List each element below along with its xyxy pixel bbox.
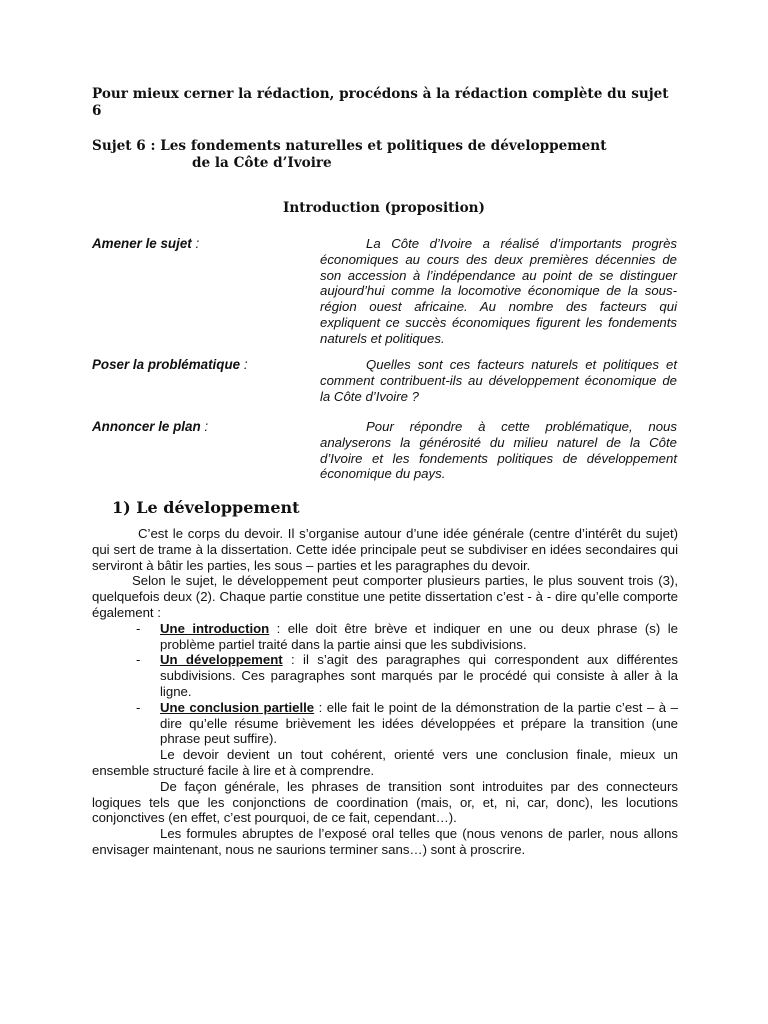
development-paragraph-4: De façon générale, les phrases de transition sont introduites par des connecteurs logiques tels que les conjonctions de coordination (mais, or, et, ni, car, donc), les locutions conjonctives (en effet, c’est pourquoi, de ce fait, cependant…). [92,778,678,826]
intro-statement: Pour mieux cerner la rédaction, procédons à la rédaction complète du sujet 6 [92,86,669,119]
list-item: - Une conclusion partielle : elle fait le point de la démonstration de la partie c’est – à – dire qu’elle résume brièvement les idées développées et prépare la transition (une phrase peut suffire). [136,699,678,747]
development-paragraph-1: C’est le corps du devoir. Il s’organise autour d’une idée générale (centre d’intérêt du sujet) qui sert de trame à la dissertation. Cette idée principale peut se subdiviser en idées secondaires qui serviront à bâtir les parties, les sous – parties et les paragraphes du devoir. [92,526,678,573]
list-item-term: Une introduction [160,620,270,636]
list-item-term: Une conclusion partielle [160,699,315,715]
list-item: - Un développement : il s’agit des paragraphes qui correspondent aux différentes subdivisions. Ces paragraphes sont marqués par le procédé qui consiste à aller à la ligne. [136,652,678,699]
development-parts-list [92,621,678,747]
intro-row-text-problematique: Quelles sont ces facteurs naturels et politiques et comment contribuent-ils au développement économique de la Côte d’Ivoire ? [320,357,677,404]
subject-title-line1: Sujet 6 : Les fondements naturelles et politiques de développement [92,138,607,154]
intro-row-text-amener: La Côte d’Ivoire a réalisé d’importants progrès économiques au cours des deux premières décennies de son accession à l’indépendance au point de se distinguer aujourd’hui comme la locomotive économique de la sous-région ouest africaine. Au nombre des facteurs qui expliquent ce succès économiques figurent les fondements naturels et politiques. [320,236,677,346]
development-paragraph-3: Le devoir devient un tout cohérent, orienté vers une conclusion finale, mieux un ensemble structuré facile à lire et à comprendre. [92,747,678,778]
subject-title-line2: de la Côte d’Ivoire [192,155,332,171]
subject-title [92,138,678,172]
development-body [92,526,678,858]
introduction-heading: Introduction (proposition) [283,200,485,216]
intro-row-text-plan: Pour répondre à cette problématique, nous analyserons la générosité du milieu naturel de la Côte d’Ivoire et les fondements politiques de développement économique du pays. [320,419,677,482]
intro-row-label-problematique: Poser la problématique : [92,357,248,372]
development-heading: 1) Le développement [112,498,300,517]
development-paragraph-5: Les formules abruptes de l’exposé oral telles que (nous venons de parler, nous allons envisager maintenant, nous ne saurions terminer sans…) sont à proscrire. [92,826,678,857]
intro-row-label-amener: Amener le sujet : [92,236,200,251]
development-paragraph-2: Selon le sujet, le développement peut comporter plusieurs parties, le plus souvent trois (3), quelquefois deux (2). Chaque partie constitue une petite dissertation c’est - à - dire qu’elle comporte également : [92,573,678,620]
list-item: - Une introduction : elle doit être brève et indiquer en une ou deux phrase (s) le problème partiel traité dans la partie ainsi que les subdivisions. [136,620,678,652]
list-item-term: Un développement [160,652,283,668]
intro-row-label-plan: Annoncer le plan : [92,419,209,434]
